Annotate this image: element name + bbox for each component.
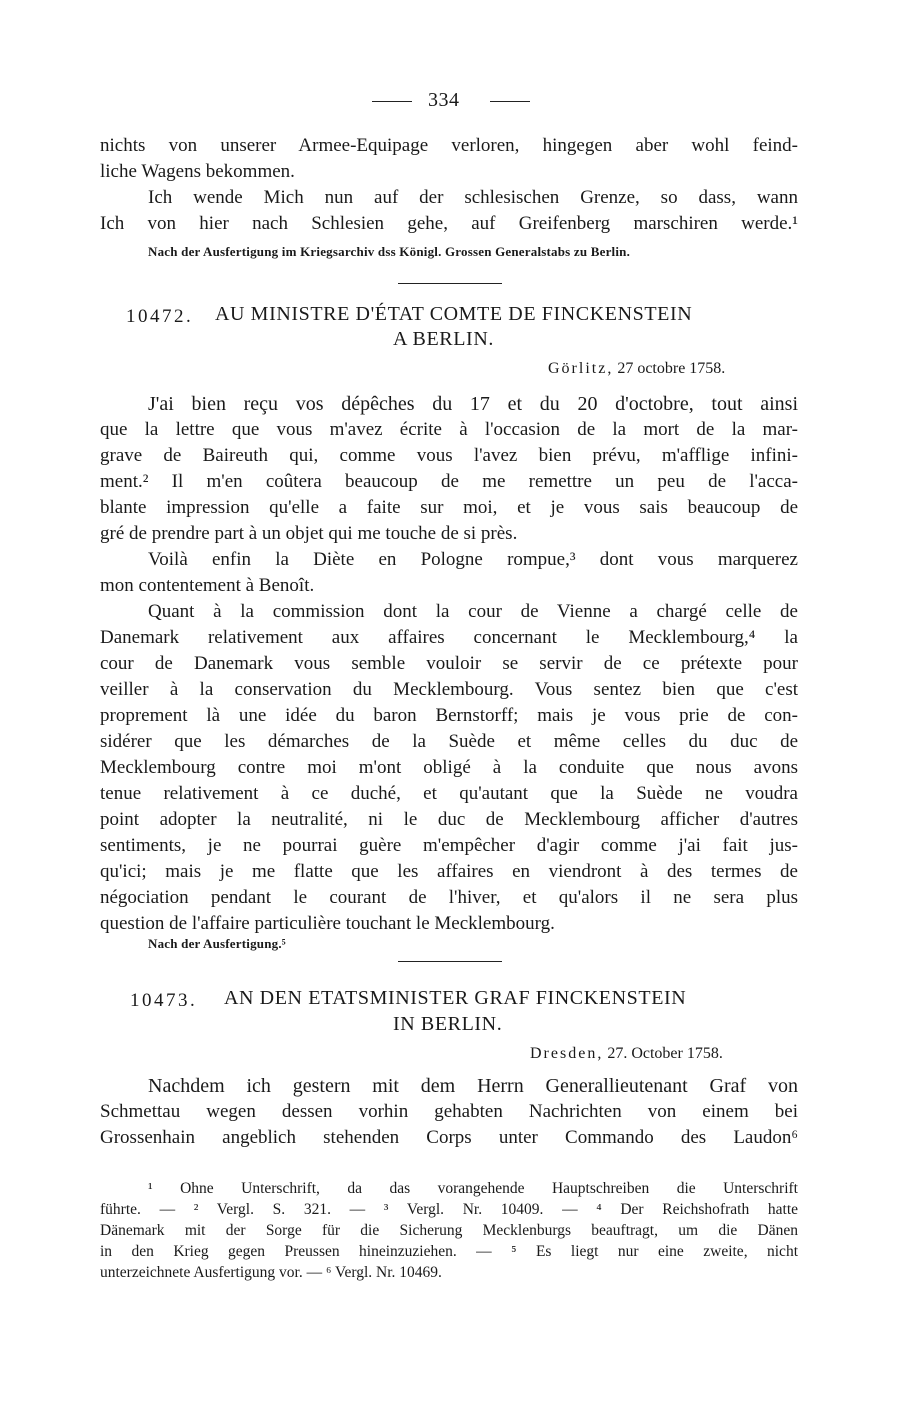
body-line: sidérer que les démarches de la Suède et même celles du duc de — [100, 731, 798, 752]
page-number: 334 — [428, 89, 460, 111]
body-line: tenue relativement à ce duché, et qu'autant que la Suède ne voudra — [100, 783, 798, 804]
section-divider — [398, 961, 502, 962]
body-line: qu'ici; mais je me flatte que les affaires en viendront à des termes de — [100, 861, 798, 882]
body-line: point adopter la neutralité, ni le duc de Mecklembourg afficher d'autres — [100, 809, 798, 830]
dateline-place: Dresden, — [530, 1045, 604, 1062]
body-line: que la lettre que vous m'avez écrite à l'occasion de la mort de la mar- — [100, 419, 798, 440]
body-line: cour de Danemark vous semble vouloir se servir de ce prétexte pour — [100, 653, 798, 674]
letter-heading: AU MINISTRE D'ÉTAT COMTE DE FINCKENSTEIN — [215, 303, 693, 325]
body-line: veiller à la conservation du Mecklembourg. Vous sentez bien que c'est — [100, 679, 798, 700]
letter-heading: AN DEN ETATSMINISTER GRAF FINCKENSTEIN — [224, 987, 687, 1009]
body-line: mon contentement à Benoît. — [100, 575, 315, 596]
body-line: Schmettau wegen dessen vorhin gehabten Nachrichten von einem bei — [100, 1101, 798, 1122]
body-line: grave de Baireuth qui, comme vous l'avez bien prévu, m'afflige infini- — [100, 445, 798, 466]
dateline-place: Görlitz, — [548, 360, 614, 377]
body-line: blante impression qu'elle a faite sur moi, et je vous sais beaucoup de — [100, 497, 798, 518]
footnote-line: unterzeichnete Ausfertigung vor. — ⁶ Vergl. Nr. 10469. — [100, 1264, 442, 1281]
dateline-date: 27 octobre 1758. — [617, 360, 726, 377]
body-line: sentiments, je ne pourrai guère m'empêcher d'agir comme j'ai fait jus- — [100, 835, 798, 856]
body-line: Mecklembourg contre moi m'ont obligé à la conduite que nous avons — [100, 757, 798, 778]
dateline-date: 27. October 1758. — [607, 1045, 723, 1062]
footnote-line: ¹ Ohne Unterschrift, da das vorangehende Hauptschreiben die Unterschrift — [148, 1180, 798, 1197]
footnote-line: Dänemark mit der Sorge für die Sicherung Mecklenburgs beauftragt, um die Dänen — [100, 1222, 798, 1239]
letter-heading-place: A BERLIN. — [393, 328, 494, 350]
dateline — [530, 1045, 723, 1063]
footnote-line: in den Krieg gegen Preussen hineinzuziehen. — ⁵ Es liegt nur eine zweite, nicht — [100, 1243, 798, 1260]
dateline — [548, 360, 725, 378]
intro-line: Ich von hier nach Schlesien gehe, auf Greifenberg marschiren werde.¹ — [100, 213, 798, 234]
body-line: Danemark relativement aux affaires concernant le Mecklembourg,⁴ la — [100, 627, 798, 648]
body-line: Grossenhain angeblich stehenden Corps unter Commando des Laudon⁶ — [100, 1127, 798, 1148]
intro-line: Ich wende Mich nun auf der schlesischen Grenze, so dass, wann — [148, 187, 798, 208]
footnote-line: führte. — ² Vergl. S. 321. — ³ Vergl. Nr. 10409. — ⁴ Der Reichshofrath hatte — [100, 1201, 798, 1218]
header-rule-left — [372, 101, 412, 102]
source-note: Nach der Ausfertigung im Kriegsarchiv dss Königl. Grossen Generalstabs zu Berlin. — [148, 244, 631, 259]
body-line: question de l'affaire particulière touchant le Mecklembourg. — [100, 913, 555, 934]
body-line: Voilà enfin la Diète en Pologne rompue,³ dont vous marquerez — [148, 549, 798, 570]
intro-line: nichts von unserer Armee-Equipage verloren, hingegen aber wohl feind- — [100, 135, 798, 156]
section-divider — [398, 283, 502, 284]
header-rule-right — [490, 101, 530, 102]
body-line: Quant à la commission dont la cour de Vienne a chargé celle de — [148, 601, 798, 622]
letter-heading-place: IN BERLIN. — [393, 1013, 503, 1035]
letter-number: 10472. — [126, 306, 194, 327]
body-line: ment.² Il m'en coûtera beaucoup de me remettre un peu de l'acca- — [100, 471, 798, 492]
body-line: J'ai bien reçu vos dépêches du 17 et du 20 d'octobre, tout ainsi — [148, 393, 798, 415]
body-line: proprement là une idée du baron Bernstorff; mais je vous prie de con- — [100, 705, 798, 726]
body-line: gré de prendre part à un objet qui me touche de si près. — [100, 523, 518, 544]
source-note: Nach der Ausfertigung.⁵ — [148, 936, 286, 951]
letter-number: 10473. — [130, 990, 198, 1011]
body-line: négociation pendant le courant de l'hiver, et qu'alors il ne sera plus — [100, 887, 798, 908]
intro-line: liche Wagens bekommen. — [100, 161, 295, 182]
body-line: Nachdem ich gestern mit dem Herrn Generallieutenant Graf von — [148, 1075, 798, 1097]
